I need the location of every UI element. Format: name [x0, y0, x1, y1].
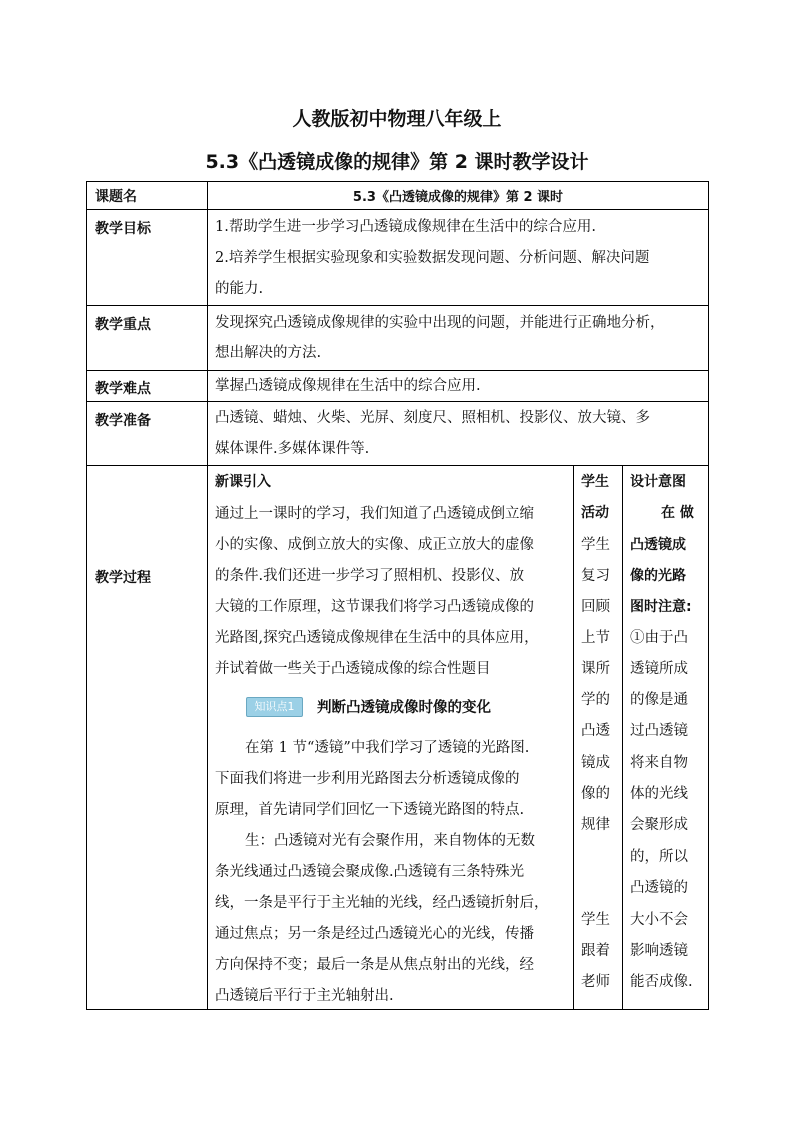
student-col-line: 跟着 [581, 943, 610, 959]
design-line: 能否成像. [630, 974, 693, 990]
process-label: 教学过程 [95, 570, 151, 586]
para1-line: 原理，首先请同学们回忆一下透镜光路图的特点. [215, 802, 525, 818]
table-border-bottom [86, 1009, 709, 1010]
design-line: 体的光线 [630, 786, 688, 802]
student-col-line: 学生 [581, 474, 609, 490]
prep-label: 教学准备 [95, 413, 151, 429]
column-divider [573, 465, 574, 1010]
student-col-line: 规律 [581, 817, 610, 833]
row-divider [86, 465, 709, 466]
intro-line: 通过上一课时的学习，我们知道了凸透镜成倒立缩 [215, 506, 534, 522]
knowledge-point-badge: 知识点1 [246, 697, 303, 717]
intro-heading: 新课引入 [215, 474, 271, 490]
knowledge-point-title: 判断凸透镜成像时像的变化 [317, 700, 491, 716]
design-line: 凸透镜成 [630, 537, 686, 553]
student-col-line: 回顾 [581, 599, 610, 615]
goals-line: 2.培养学生根据实验现象和实验数据发现问题、分析问题、解决问题 [215, 250, 650, 266]
para1-line: 下面我们将进一步利用光路图去分析透镜成像的 [215, 771, 520, 787]
column-divider [622, 465, 623, 1010]
design-line: 凸透镜的 [630, 880, 688, 896]
difficulty-line: 掌握凸透镜成像规律在生活中的综合应用. [215, 378, 481, 394]
table-border-top [86, 181, 709, 182]
para2-line: 凸透镜后平行于主光轴射出. [215, 988, 394, 1004]
student-col-line: 学的 [581, 692, 610, 708]
prep-line: 凸透镜、蜡烛、火柴、光屏、刻度尺、照相机、投影仪、放大镜、多 [215, 410, 650, 426]
para2-line: 通过焦点；另一条是经过凸透镜光心的光线，传播 [215, 926, 534, 942]
student-col-line: 上节 [581, 630, 610, 646]
design-line: 会聚形成 [630, 817, 688, 833]
student-col-line: 活动 [581, 505, 609, 521]
student-col-line: 镜成 [581, 755, 610, 771]
student-col-line: 学生 [581, 537, 610, 553]
design-line: 的，所以 [630, 849, 688, 865]
para1-line: 在第 1 节“透镜”中我们学习了透镜的光路图. [245, 740, 530, 756]
design-line: 大小不会 [630, 912, 688, 928]
design-line: 在 做 [661, 505, 694, 521]
row-divider [86, 370, 709, 371]
intro-line: 小的实像、成倒立放大的实像、成正立放大的虚像 [215, 537, 534, 553]
goals-line: 的能力. [215, 281, 264, 297]
design-line: 的像是通 [630, 692, 688, 708]
table-border-right [708, 181, 709, 1010]
document-title: 人教版初中物理八年级上 [292, 108, 502, 130]
student-col-line: 像的 [581, 786, 610, 802]
para2-line: 生：凸透镜对光有会聚作用，来自物体的无数 [245, 833, 535, 849]
para2-line: 方向保持不变；最后一条是从焦点射出的光线，经 [215, 957, 534, 973]
design-line: 像的光路 [630, 568, 686, 584]
row-divider [86, 209, 709, 210]
para2-line: 线，一条是平行于主光轴的光线，经凸透镜折射后， [215, 895, 549, 911]
row-divider [86, 401, 709, 402]
student-col-line: 凸透 [581, 723, 610, 739]
difficulty-label: 教学难点 [95, 381, 151, 397]
design-line: 过凸透镜 [630, 723, 688, 739]
para2-line: 条光线通过凸透镜会聚成像.凸透镜有三条特殊光 [215, 864, 525, 880]
design-line: 影响透镜 [630, 943, 688, 959]
design-line: 透镜所成 [630, 661, 688, 677]
topic-value: 5.3《凸透镜成像的规律》第 2 课时 [352, 190, 564, 205]
design-line: ①由于凸 [630, 630, 688, 646]
key-label: 教学重点 [95, 317, 151, 333]
column-divider [207, 181, 208, 1010]
intro-line: 大镜的工作原理，这节课我们将学习凸透镜成像的 [215, 599, 534, 615]
topic-label: 课题名 [95, 189, 137, 205]
goals-label: 教学目标 [95, 221, 151, 237]
student-col-line: 老师 [581, 974, 610, 990]
design-intent-heading: 设计意图 [630, 474, 686, 490]
student-col-line: 学生 [581, 912, 610, 928]
design-line: 图时注意: [630, 599, 692, 615]
row-divider [86, 305, 709, 306]
intro-line: 并试着做一些关于凸透镜成像的综合性题目 [215, 661, 491, 677]
document-subtitle: 5.3《凸透镜成像的规律》第 2 课时教学设计 [205, 151, 589, 173]
student-col-line: 课所 [581, 661, 610, 677]
table-border-left [86, 181, 87, 1010]
key-line: 想出解决的方法. [215, 345, 322, 361]
key-line: 发现探究凸透镜成像规律的实验中出现的问题，并能进行正确地分析， [215, 315, 665, 331]
intro-line: 光路图,探究凸透镜成像规律在生活中的具体应用， [215, 630, 539, 646]
intro-line: 的条件.我们还进一步学习了照相机、投影仪、放 [215, 568, 525, 584]
design-line: 将来自物 [630, 755, 688, 771]
prep-line: 媒体课件.多媒体课件等. [215, 441, 370, 457]
student-col-line: 复习 [581, 568, 610, 584]
goals-line: 1.帮助学生进一步学习凸透镜成像规律在生活中的综合应用. [215, 219, 596, 235]
